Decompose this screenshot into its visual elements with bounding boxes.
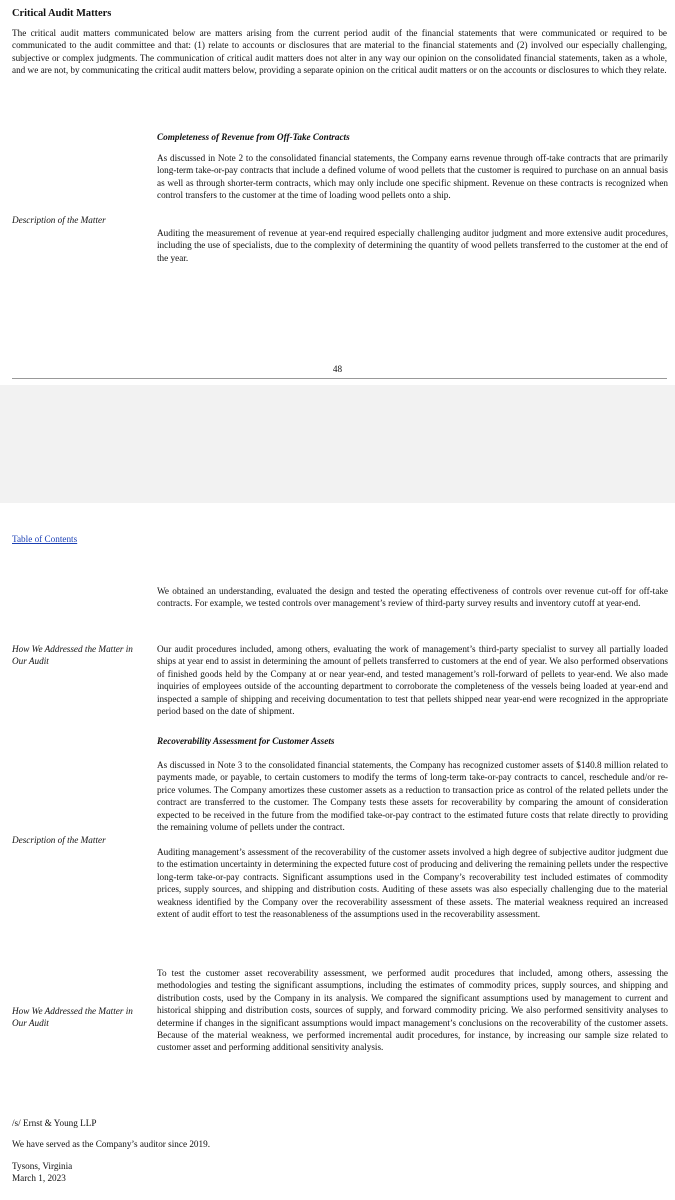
cam2-title: Recoverability Assessment for Customer Assets bbox=[157, 736, 335, 746]
cam1-how-paragraph-1: We obtained an understanding, evaluated the design and tested the operating effectiveness of controls over revenue cut-off for off-take contracts. For example, we tested controls over management’s review of third-party survey results and inventory cutoff at year-end. bbox=[157, 586, 668, 609]
critical-audit-matters-heading: Critical Audit Matters bbox=[12, 8, 112, 19]
served-since-statement: We have served as the Company’s auditor since 2019. bbox=[12, 1139, 211, 1149]
cam1-how-label: How We Addressed the Matter in Our Audit bbox=[12, 644, 133, 667]
cam2-how-label: How We Addressed the Matter in Our Audit bbox=[12, 1006, 133, 1029]
location: Tysons, Virginia bbox=[12, 1161, 73, 1171]
cam2-description-paragraph-2: Auditing management’s assessment of the recoverability of the customer assets involved a high degree of subjective auditor judgment due to the estimation uncertainty in determining the expected future cost of producing and delivering the remaining pellets under the respective long-term take-or-pay contracts. Significant assumptions used in the Company’s recoverability test included estimates of commodity prices, supply sources, and shipping and distribution costs. Auditing of these assets was also especially challenging due to the material weakness identified by the Company over the recoverability assessment of these assets. The material weakness required an increased extent of audit effort to test the reasonableness of the assumptions used in the recoverability assessment. bbox=[157, 847, 669, 920]
table-of-contents-link[interactable]: Table of Contents bbox=[12, 534, 78, 544]
cam1-description-paragraph-2: Auditing the measurement of revenue at year-end required especially challenging auditor judgment and more extensive audit procedures, including the use of specialists, due to the complexity of determining the quantity of wood pellets transferred to the customer at the end of the year. bbox=[157, 228, 668, 263]
page-48 bbox=[0, 0, 675, 385]
page-divider bbox=[12, 378, 667, 379]
cam2-description-paragraph-1: As discussed in Note 3 to the consolidated financial statements, the Company has recognized customer assets of $140.8 million related to payments made, or payable, to certain customers to modify the terms of long-term take-or-pay contracts to cancel, reschedule and/or re-price volumes. The Company amortizes these customer assets as a reduction to transaction price as control of the related pellets under the contract are transferred to the customer. The Company tests these assets for recoverability by comparing the amount of consideration expected to be received in the future from the modified take-or-pay contract to the estimated future costs that relate directly to providing the remaining volume of pellets under the contract. bbox=[157, 760, 668, 833]
intro-paragraph: The critical audit matters communicated below are matters arising from the current period audit of the financial statements that were communicated or required to be communicated to the audit committee and that: (1) relate to accounts or disclosures that are material to the financial statements and (2) involved our especially challenging, subjective or complex judgments. The communication of critical audit matters does not alter in any way our opinion on the consolidated financial statements, taken as a whole, and we are not, by communicating the critical audit matters below, providing a separate opinion on the critical audit matters or on the accounts or disclosures to which they relate. bbox=[12, 28, 667, 76]
cam1-description-label: Description of the Matter bbox=[12, 215, 106, 225]
cam2-how-paragraph: To test the customer asset recoverability assessment, we performed audit procedures that included, among others, assessing the methodologies and testing the significant assumptions, including the estimates of commodity prices, supply sources, and shipping and distribution costs, used by the Company in its analysis. We compared the significant assumptions used by management to current and historical shipping and distribution costs, sources of supply, and forward commodity pricing. We also performed sensitivity analyses to determine if changes in the significant assumptions would impact management’s conclusions on the recoverability of the customer assets. Because of the material weakness, we performed incremental audit procedures, for instance, by increasing our sample size related to customer asset and performing additional sensitivity analysis. bbox=[157, 968, 668, 1053]
auditor-signature: /s/ Ernst & Young LLP bbox=[12, 1118, 97, 1128]
page-gap bbox=[0, 385, 675, 503]
cam1-description-paragraph-1: As discussed in Note 2 to the consolidated financial statements, the Company earns revenue through off-take contracts that are primarily long-term take-or-pay contracts that include a defined volume of wood pellets that the customer is required to purchase on an annual basis as well as through shorter-term contracts, which may only include one specific shipment. Revenue on these contracts is recognized when control transfers to the customer at the time of loading wood pellets onto a ship. bbox=[157, 153, 668, 201]
page-49 bbox=[0, 503, 675, 1200]
page-number: 48 bbox=[332, 364, 343, 374]
cam1-title: Completeness of Revenue from Off-Take Contracts bbox=[157, 132, 350, 142]
cam2-description-label: Description of the Matter bbox=[12, 835, 106, 845]
report-date: March 1, 2023 bbox=[12, 1173, 66, 1183]
cam1-how-paragraph-2: Our audit procedures included, among others, evaluating the work of management’s third-party specialist to survey all partially loaded ships at year end to assist in determining the amount of pellets transferred to customers at the end of year. We also performed observations of finished goods held by the Company at or near year-end, and tested management’s roll-forward of pellets to year-end. We also made inquiries of employees outside of the accounting department to corroborate the completeness of the vessels being loaded at year-end and inspected a sample of shipping and receiving documentation to test that pellets shipped near year-end were recognized in the appropriate period based on the date of shipment. bbox=[157, 644, 668, 717]
